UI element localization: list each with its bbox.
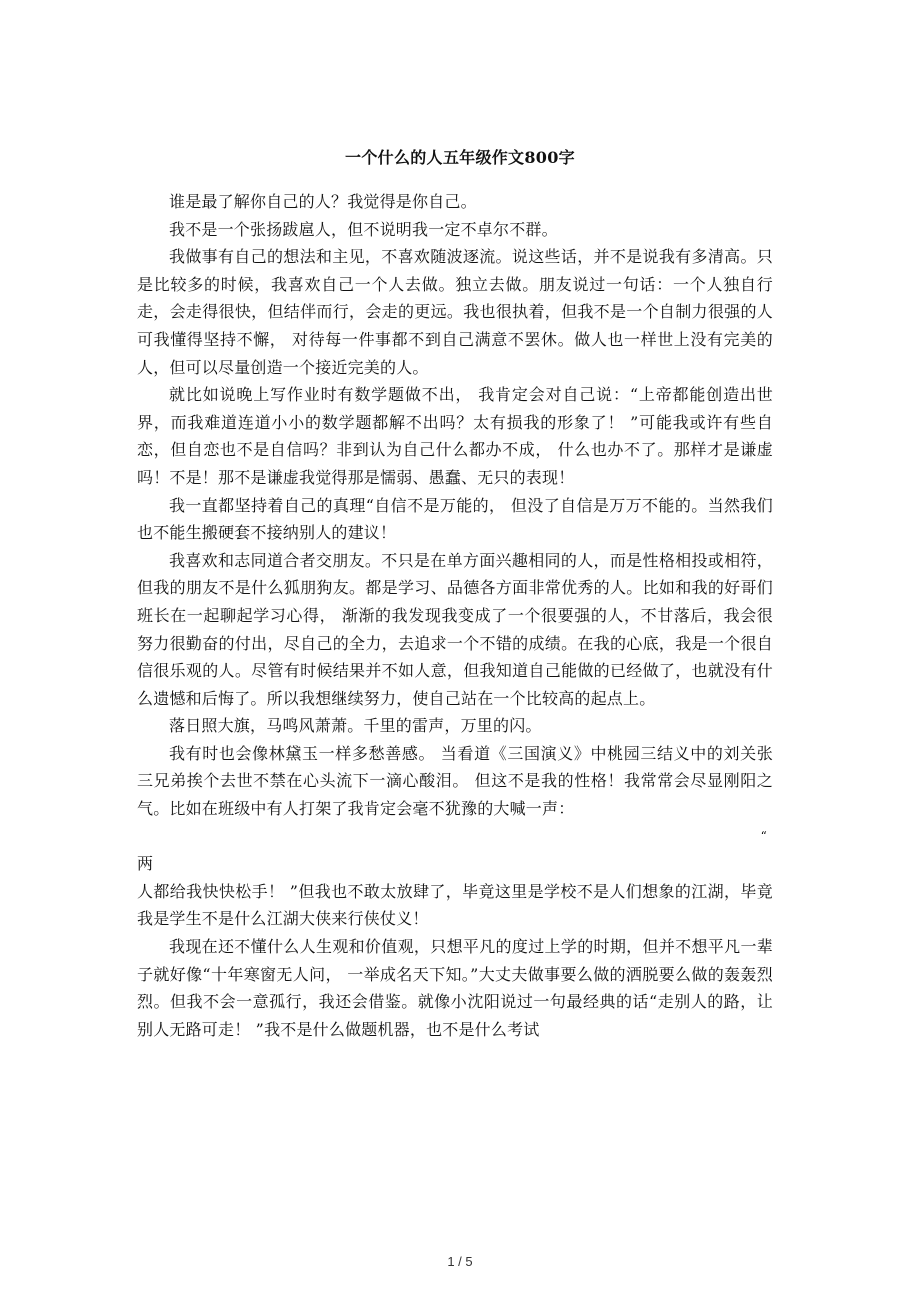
paragraph-3: 我做事有自己的想法和主见，不喜欢随波逐流。说这些话，并不是说我有多清高。只是比较多的时候，我喜欢自己一个人去做。独立去做。朋友说过一句话：一个人独自行走，会走得很快，但结伴而行，会走的更远。我也很执着，但我不是一个自制力很强的人可我懂得坚持不懈， 对待每一件事都不到自己满意不罢休。做人也一样世上没有完美的人，但可以尽量创造一个接近完美的人。 [137,247,773,377]
paragraph-7: 落日照大旗，马鸣风萧萧。千里的雷声，万里的闪。 [169,716,542,736]
paragraph-4: 就比如说晚上写作业时有数学题做不出， 我肯定会对自己说：“上帝都能创造出世界，而我难道连道小小的数学题都解不出吗？太有损我的形象了！ ”可能我或许有些自恋，但自恋也不是自信吗？非到认为自己什么都办不成， 什么也办不了。那样才是谦虚吗！不是！那不是谦虚我觉得那是懦弱、愚蠢、无只的表现！ [137,385,773,487]
document-title: 一个什么的人五年级作文800字 [345,148,575,167]
open-quote-mark: “ [760,828,767,843]
paragraph-5: 我一直都坚持着自己的真理“自信不是万能的， 但没了自信是万万不能的。当然我们也不能生搬硬套不接纳别人的建议！ [137,495,773,543]
paragraph-1: 谁是最了解你自己的人？我觉得是你自己。 [169,192,477,211]
paragraph-8: 我有时也会像林黛玉一样多愁善感。 当看道《三国演义》中桃园三结义中的刘关张三兄弟挨个去世不禁在心头流下一滴心酸泪。 但这不是我的性格！我常常会尽显刚阳之气。比如在班级中有人打架了我肯定会毫不犹豫的大喊一声： [137,743,773,819]
paragraph-6: 我喜欢和志同道合者交朋友。不只是在单方面兴趣相同的人，而是性格相投或相符，但我的朋友不是什么狐朋狗友。都是学习、品德各方面非常优秀的人。比如和我的好哥们班长在一起聊起学习心得， 渐渐的我发现我变成了一个很要强的人，不甘落后，我会很努力很勤奋的付出，尽自己的全力，去追求一个不错的成绩。在我的心底，我是一个很自信很乐观的人。尽管有时候结果并不如人意，但我知道自己能做的已经做了，也就没有什么遗憾和后悔了。所以我想继续努力，使自己站在一个比较高的起点上。 [137,550,773,708]
document-body [137,188,773,1043]
paragraph-continuation: 人都给我快快松手！ ”但我也不敢太放肆了，毕竟这里是学校不是人们想象的江湖，毕竟我是学生不是什么江湖大侠来行侠仗义！ [137,881,773,929]
page-number: 1 / 5 [447,1254,473,1269]
paragraph-last: 我现在还不懂什么人生观和价值观，只想平凡的度过上学的时期，但并不想平凡一辈子就好像“十年寒窗无人问， 一举成名天下知。”大丈夫做事要么做的洒脱要么做的轰轰烈烈。但我不会一意孤行，我还会借鉴。就像小沈阳说过一句最经典的话“走别人的路，让别人无路可走！ ”我不是什么做题机器，也不是什么考试 [137,937,773,1039]
paragraph-2: 我不是一个张扬跋扈人，但不说明我一定不卓尔不群。 [169,219,558,239]
break-word: 两 [137,854,154,874]
